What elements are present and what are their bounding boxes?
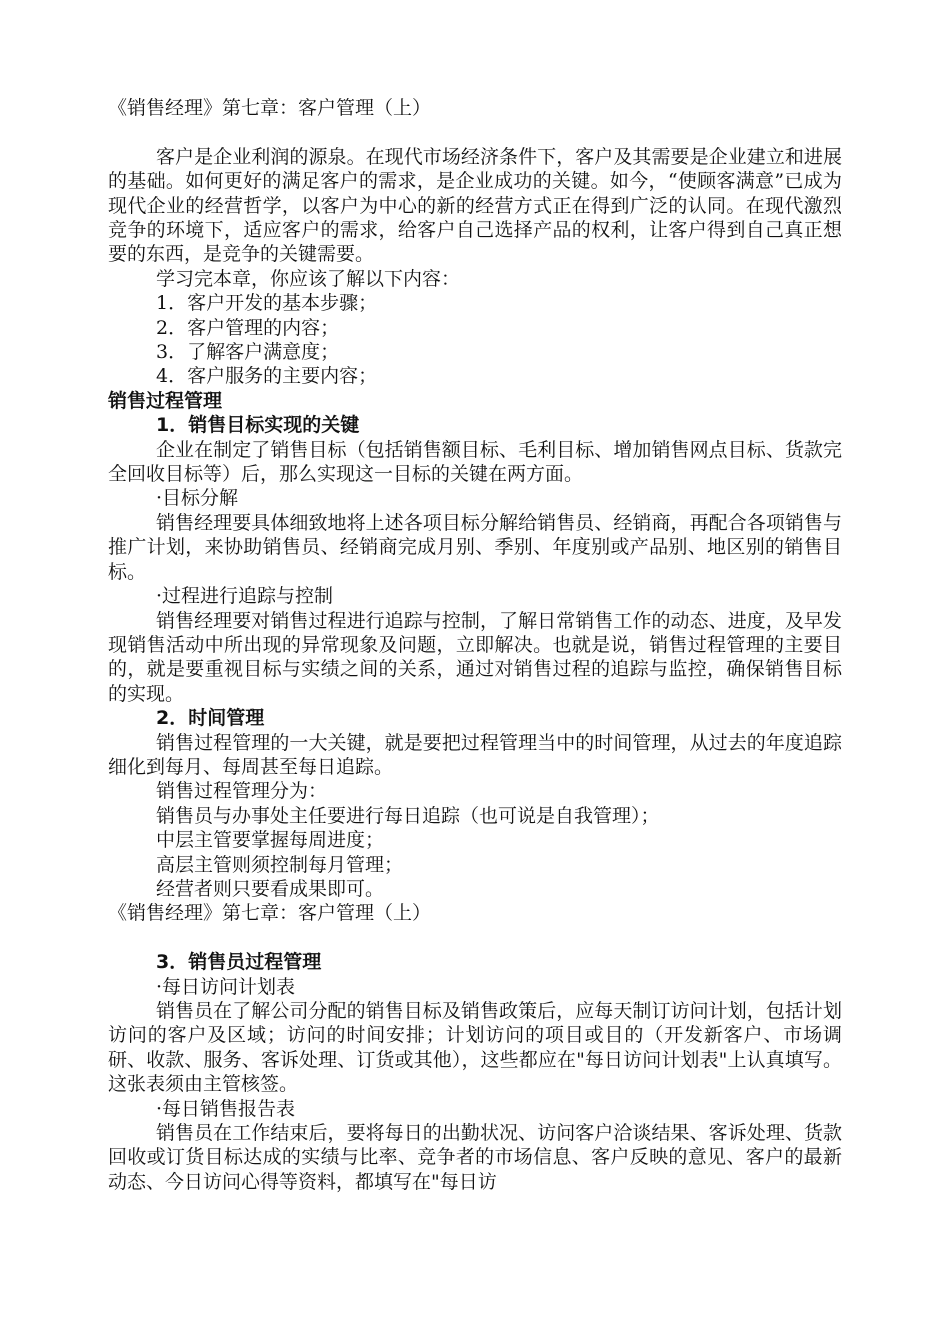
subsection-heading: 3．销售员过程管理 (156, 951, 322, 974)
bullet-heading: ·每日销售报告表 (156, 1097, 296, 1120)
section-heading: 销售过程管理 (108, 389, 223, 412)
body-paragraph: 销售员在了解公司分配的销售目标及销售政策后，应每天制订访问计划，包括计划访问的客户及区域；访问的时间安排；计划访问的项目或目的（开发新客户、市场调研、收款、服务、客诉处理、订货或其他），这些都应在"每日访问计划表"上认真填写。这张表须由主管核签。 (108, 1000, 842, 1096)
document-title-repeat: 《销售经理》第七章：客户管理（上） (108, 902, 432, 925)
intro-paragraph: 客户是企业利润的源泉。在现代市场经济条件下，客户及其需要是企业建立和进展的基础。如何更好的满足客户的需求，是企业成功的关键。如今，“使顾客满意”已成为现代企业的经营哲学，以客户为中心的新的经营方式正在得到广泛的认同。在现代激烈竞争的环境下，适应客户的需求，给客户自己选择产品的权利，让客户得到自己真正想要的东西，是竞争的关键需要。 (108, 145, 842, 266)
learn-item: 1．客户开发的基本步骤； (156, 292, 378, 315)
body-line: 销售过程管理分为： (156, 780, 328, 803)
body-paragraph: 销售过程管理的一大关键，就是要把过程管理当中的时间管理，从过去的年度追踪细化到每月、每周甚至每日追踪。 (108, 731, 842, 778)
learn-item: 3．了解客户满意度； (156, 341, 340, 364)
subsection-heading: 1．销售目标实现的关键 (156, 414, 360, 437)
learn-intro: 学习完本章，你应该了解以下内容： (156, 267, 461, 290)
body-paragraph: 企业在制定了销售目标（包括销售额目标、毛利目标、增加销售网点目标、货款完全回收目标等）后，那么实现这一目标的关键在两方面。 (108, 438, 842, 486)
bullet-heading: ·每日访问计划表 (156, 975, 296, 998)
blank-line (108, 926, 842, 950)
blank-line (108, 120, 842, 144)
body-line: 销售员与办事处主任要进行每日追踪（也可说是自我管理）； (156, 804, 660, 827)
body-line: 经营者则只要看成果即可。 (156, 877, 385, 900)
body-paragraph: 销售经理要对销售过程进行追踪与控制，了解日常销售工作的动态、进度，及早发现销售活动中所出现的异常现象及问题，立即解决。也就是说，销售过程管理的主要目的，就是要重视目标与实绩之间的关系，通过对销售过程的追踪与监控，确保销售目标的实现。 (108, 609, 842, 705)
subsection-heading: 2．时间管理 (156, 707, 265, 730)
body-line: 中层主管要掌握每周进度； (156, 829, 385, 852)
learn-item: 4．客户服务的主要内容； (156, 365, 378, 388)
document-page (108, 96, 842, 1194)
body-line: 高层主管则须控制每月管理； (156, 853, 404, 876)
learn-item: 2．客户管理的内容； (156, 316, 340, 339)
bullet-heading: ·目标分解 (156, 487, 239, 510)
body-paragraph: 销售经理要具体细致地将上述各项目标分解给销售员、经销商，再配合各项销售与推广计划，来协助销售员、经销商完成月别、季别、年度别或产品别、地区别的销售目标。 (108, 511, 842, 583)
body-paragraph: 销售员在工作结束后，要将每日的出勤状况、访问客户洽谈结果、客诉处理、货款回收或订货目标达成的实绩与比率、竞争者的市场信息、客户反映的意见、客户的最新动态、今日访问心得等资料，都填写在"每日访 (108, 1122, 842, 1193)
document-title: 《销售经理》第七章：客户管理（上） (108, 97, 432, 119)
bullet-heading: ·过程进行追踪与控制 (156, 585, 334, 608)
